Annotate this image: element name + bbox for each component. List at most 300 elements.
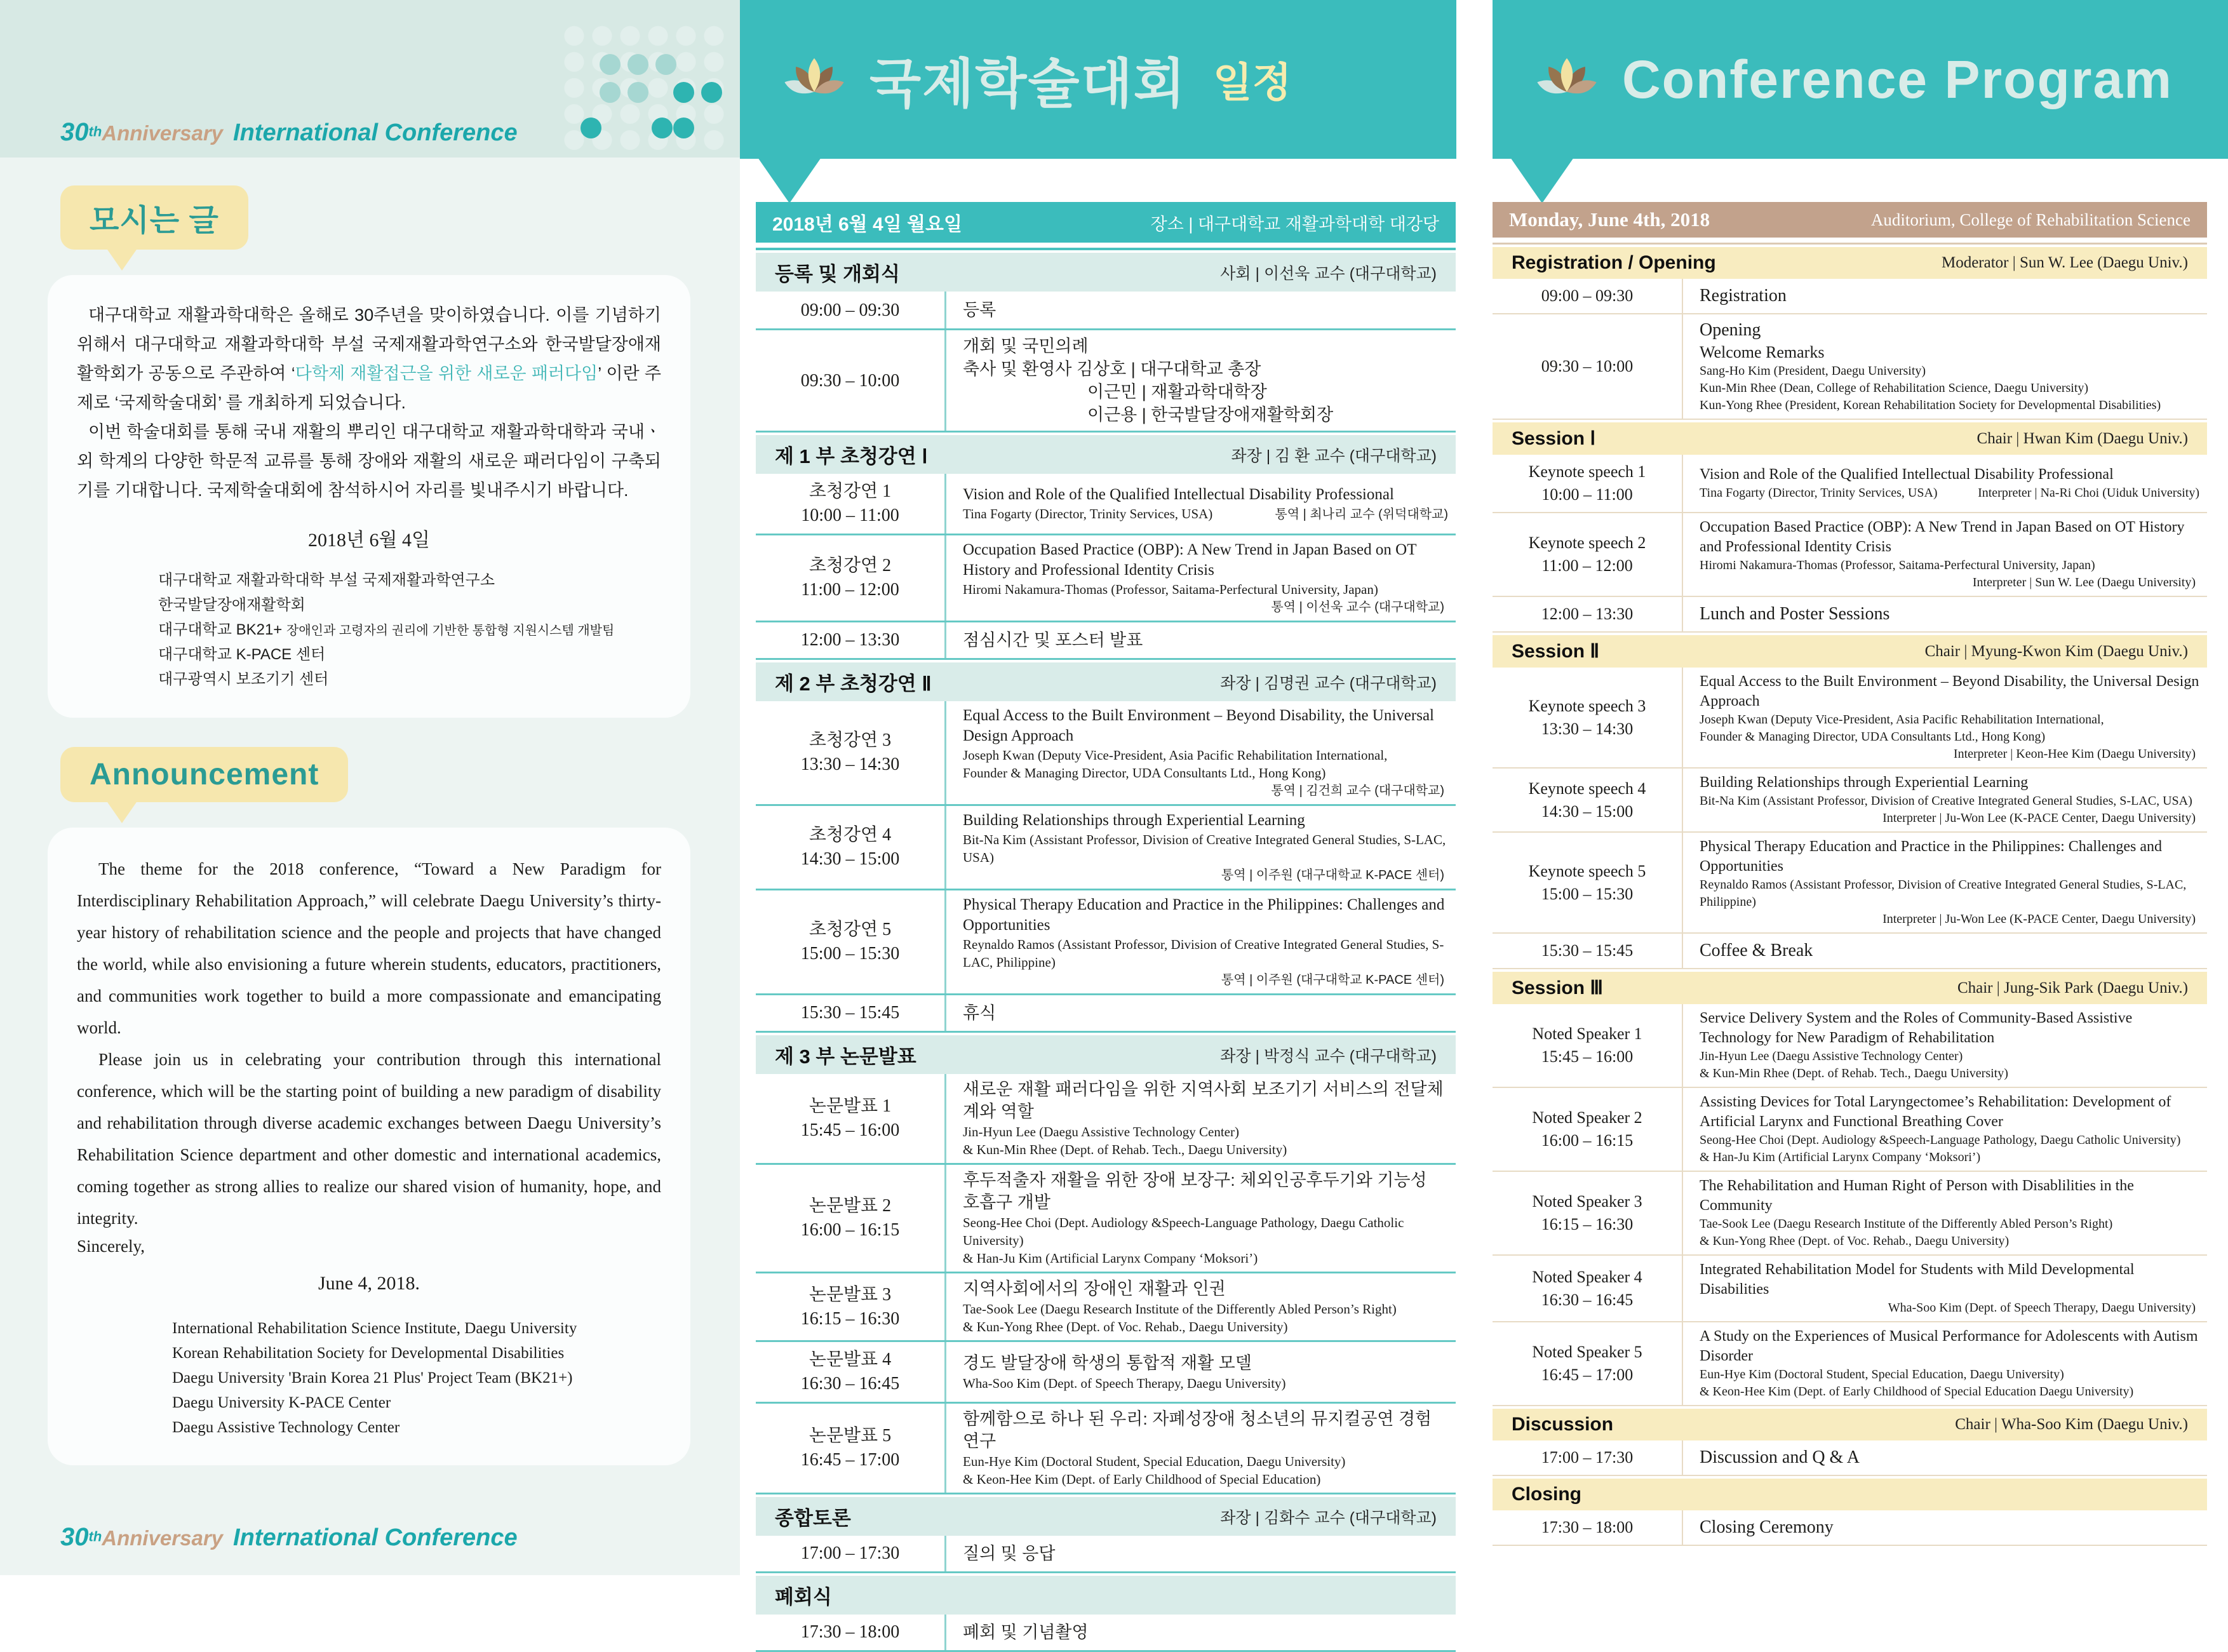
content-cell [946, 292, 1456, 328]
org-main: 대구대학교 BK21+ [158, 621, 283, 638]
speaker2: Founder & Managing Director, UDA Consultants Ltd., Hong Kong) [963, 765, 1326, 781]
row-label: 논문발표 5 [809, 1426, 892, 1446]
content-cell [1683, 1322, 2207, 1405]
brand-line [60, 118, 518, 147]
row-time: 15:30 – 15:45 [1541, 941, 1634, 960]
row-time: 15:30 – 15:45 [800, 1003, 900, 1023]
content-cell [946, 701, 1456, 804]
divider [756, 248, 1456, 250]
row-label: 논문발표 1 [809, 1096, 892, 1116]
talk-title: Physical Therapy Education and Practice in the Philippines: Challenges and Opportunities [1700, 838, 2163, 875]
item-text: 개회 및 국민의례 [963, 337, 1089, 356]
org-main: 대구대학교 재활과학대학 부설 국제재활과학연구소 [158, 572, 495, 589]
announcement-paragraph-1: The theme for the 2018 conference, “Toward a New Paradigm for Interdisciplinary Rehabilitation Approach,” will celebrate Daegu University’s thirty-year history of rehabilitation science and the people and projects that have changed the world, while also envisioning a future wherein students, educators, practitioners, and communities work together to build a more compassionate and emancipating world. [77, 859, 661, 1037]
speaker: Bit-Na Kim (Assistant Professor, Division of Creative Integrated General Studies, S-LAC, USA) [1700, 794, 2192, 808]
content-cell [1683, 279, 2207, 313]
time-cell [756, 1536, 946, 1571]
schedule-date: 2018년 6월 4일 월요일 [772, 214, 962, 235]
time-cell [1493, 1510, 1683, 1545]
item-text: 이근용 | 한국발달장애재활학회장 [1087, 405, 1334, 424]
program-row [1493, 1510, 2207, 1546]
schedule-row [756, 474, 1456, 535]
content-cell [946, 1404, 1456, 1493]
speaker: Hiromi Nakamura-Thomas (Professor, Saitama-Perfectural University, Japan) [1700, 558, 2095, 572]
talk-title: Vision and Role of the Qualified Intellectual Disability Professional [1700, 466, 2114, 483]
row-label: Noted Speaker 1 [1532, 1024, 1642, 1043]
talk-title: Equal Access to the Built Environment – Beyond Disability, the Universal Design Approach [963, 707, 1435, 744]
talk-title: Occupation Based Practice (OBP): A New Trend in Japan Based on OT History and Professional Identity Crisis [1700, 519, 2185, 555]
content-cell [1683, 513, 2207, 596]
section-title: 종합토론 [775, 1507, 851, 1529]
content-cell [946, 474, 1456, 534]
row-time: 10:00 – 11:00 [1541, 485, 1633, 504]
row-label: 초청강연 3 [809, 730, 892, 750]
schedule-row [756, 1615, 1456, 1652]
speaker-line [1700, 485, 2199, 502]
schedule-row [756, 330, 1456, 433]
item-text: 축사 및 환영사 김상호 | 대구대학교 총장 [963, 359, 1261, 379]
brand-number: 30 [60, 118, 89, 146]
program-date-bar [1493, 202, 2207, 238]
speaker2: & Han-Ju Kim (Artificial Larynx Company ‘Moksori’) [1700, 1150, 1981, 1164]
talk-title: Service Delivery System and the Roles of Community-Based Assistive Technology for New Paradigm of Rehabilitation [1700, 1010, 2133, 1046]
time-cell [1493, 1004, 1683, 1087]
talk-title-kr: 후두적출자 재활을 위한 장애 보장구: 체외인공후두기와 기능성 호흡구 개발 [963, 1171, 1427, 1212]
speaker-line [963, 505, 1448, 523]
row-time: 12:00 – 13:30 [800, 630, 900, 650]
content-cell [1683, 1172, 2207, 1254]
content-cell [1683, 668, 2207, 767]
section-title: 제 3 부 논문발표 [775, 1045, 916, 1068]
time-cell [756, 535, 946, 621]
section-header [1493, 1409, 2207, 1440]
section-chair: Chair | Hwan Kim (Daegu Univ.) [1976, 429, 2188, 447]
row-label: Keynote speech 2 [1528, 534, 1646, 552]
schedule-row [756, 995, 1456, 1033]
row-label: 초청강연 2 [809, 556, 892, 575]
announcement-organizations [172, 1316, 661, 1440]
item-subtext: Welcome Remarks [1700, 343, 1825, 361]
schedule-row [756, 890, 1456, 995]
brand-conference: International Conference [233, 119, 518, 146]
row-label: 논문발표 3 [809, 1284, 892, 1305]
time-cell [1493, 833, 1683, 932]
org-main: 대구대학교 K-PACE 센터 [158, 646, 326, 663]
announcement-date: June 4, 2018. [318, 1273, 420, 1294]
speaker2: & Keon-Hee Kim (Dept. of Early Childhood of Special Education) [963, 1472, 1321, 1487]
invitation-text: 대구대학교 재활과학대학은 올해로 30주년을 맞이하였습니다. 이를 기념하기 위해서 대구대학교 재활과학대학 부설 국제재활과학연구소와 한국발달장애재활학회가 공동으로 주관하여 ‘ [77, 306, 661, 383]
time-cell [756, 1165, 946, 1272]
invitation-theme-highlight: 다학제 재활접근을 위한 새로운 패러다임 [295, 364, 598, 383]
speaker2: & Kun-Yong Rhee (Dept. of Voc. Rehab., Daegu University) [1700, 1234, 2010, 1248]
talk-title-kr: 새로운 재활 패러다임을 위한 지역사회 보조기기 서비스의 전달체계와 역할 [963, 1080, 1444, 1121]
speaker: Seong-Hee Choi (Dept. Audiology &Speech-Language Pathology, Daegu Catholic University) [1700, 1133, 2181, 1147]
talk-title: Physical Therapy Education and Practice in the Philippines: Challenges and Opportunities [963, 896, 1445, 934]
item-text: 이근민 | 재활과학대학장 [1087, 382, 1267, 401]
schedule-banner-accent: 일정 [1212, 60, 1292, 105]
invitation-paragraph-2: 이번 학술대회를 통해 국내 재활의 뿌리인 대구대학교 재활과학대학과 국내ㆍ외 학계의 다양한 학문적 교류를 통해 장애와 재활의 새로운 패러다임이 구축되기를 기대합니다. 국제학술대회에 참석하시어 자리를 빛내주시기 바랍니다. [77, 422, 661, 500]
time-cell [1493, 1322, 1683, 1405]
speaker: Sang-Ho Kim (President, Daegu University) [1700, 364, 1926, 378]
program-venue: Auditorium, College of Rehabilitation Science [1870, 210, 2191, 229]
speaker: Jin-Hyun Lee (Daegu Assistive Technology Center) [1700, 1049, 1963, 1063]
row-time: 14:30 – 15:00 [1541, 802, 1634, 821]
speaker: Tina Fogarty (Director, Trinity Services, USA) [1700, 486, 1938, 500]
program-row [1493, 1256, 2207, 1322]
section-title: 등록 및 개회식 [775, 263, 900, 285]
schedule-row [756, 1273, 1456, 1342]
item-text: Discussion and Q & A [1700, 1447, 1860, 1467]
row-time: 09:00 – 09:30 [1541, 286, 1634, 305]
banner-tail [758, 158, 821, 203]
item-text: Coffee & Break [1700, 941, 1813, 960]
interpreter: Interpreter | Ju-Won Lee (K-PACE Center, Daegu University) [1882, 912, 2196, 926]
row-time: 15:45 – 16:00 [800, 1120, 900, 1140]
speaker: Tina Fogarty (Director, Trinity Services, USA) [963, 506, 1213, 521]
item-text: 점심시간 및 포스터 발표 [963, 631, 1143, 650]
english-program-banner [1493, 0, 2228, 159]
org-main: 한국발달장애재활학회 [158, 596, 305, 614]
section-header [756, 435, 1456, 474]
row-time: 15:45 – 16:00 [1541, 1047, 1634, 1066]
program-row [1493, 455, 2207, 513]
schedule-row [756, 1536, 1456, 1573]
speaker: Eun-Hye Kim (Doctoral Student, Special Education, Daegu University) [963, 1454, 1346, 1469]
announcement-paragraph-2: Please join us in celebrating your contribution through this international conference, which will be the starting point of building a new paradigm of disability and rehabilitation through diverse academic exchanges between Daegu University’s Rehabilitation Science department and other domestic and international academics, coming together as strong allies to realize our shared vision of humanity, hope, and integrity. [77, 1050, 661, 1228]
time-cell [756, 1074, 946, 1163]
content-cell [946, 1615, 1456, 1650]
content-cell [1683, 597, 2207, 631]
talk-title-kr: 함께함으로 하나 된 우리: 자폐성장애 청소년의 뮤지컬공연 경험 연구 [963, 1409, 1432, 1451]
org-item: Daegu University K-PACE Center [172, 1394, 391, 1411]
talk-title: Building Relationships through Experiential Learning [963, 812, 1305, 829]
item-text: 등록 [963, 300, 997, 319]
section-title: Session Ⅲ [1512, 977, 1604, 998]
time-cell [756, 806, 946, 889]
program-row [1493, 314, 2207, 420]
row-label: 논문발표 4 [809, 1350, 892, 1369]
content-cell [1683, 1088, 2207, 1171]
program-row [1493, 279, 2207, 314]
talk-title: Equal Access to the Built Environment – Beyond Disability, the Universal Design Approach [1700, 673, 2199, 709]
row-time: 11:00 – 12:00 [1541, 556, 1633, 575]
org-small: 장애인과 고령자의 권리에 기반한 통합형 지원시스템 개발팀 [286, 624, 615, 638]
row-label: 초청강연 5 [809, 920, 892, 939]
content-cell [946, 622, 1456, 658]
section-title: Closing [1512, 1484, 1581, 1505]
content-cell [1683, 934, 2207, 968]
row-time: 09:00 – 09:30 [800, 300, 900, 320]
talk-title: Integrated Rehabilitation Model for Students with Mild Developmental Disabilities [1700, 1261, 2135, 1298]
item-text: Closing Ceremony [1700, 1517, 1834, 1537]
speaker: Seong-Hee Choi (Dept. Audiology &Speech-Language Pathology, Daegu Catholic University) [963, 1215, 1404, 1248]
brand-sup: th [88, 123, 102, 140]
schedule-row [756, 806, 1456, 890]
section-header [756, 1035, 1456, 1074]
row-time: 17:00 – 17:30 [800, 1543, 900, 1563]
talk-title: Assisting Devices for Total Laryngectomee’s Rehabilitation: Development of Artificial Larynx and Functional Breathing Cover [1700, 1094, 2171, 1130]
org-item [158, 643, 661, 668]
section-header [756, 253, 1456, 292]
schedule-row [756, 292, 1456, 330]
row-time: 17:30 – 18:00 [1541, 1518, 1634, 1536]
interpreter: 통역 | 최나리 교수 (위덕대학교) [1275, 507, 1448, 521]
interpreter: 통역 | 이주원 (대구대학교 K-PACE 센터) [1221, 868, 1444, 882]
section-header [756, 1576, 1456, 1615]
time-cell [1493, 934, 1683, 968]
content-cell [946, 1165, 1456, 1272]
invitation-card [48, 275, 690, 718]
content-cell [1683, 455, 2207, 512]
banner-tail [1510, 158, 1574, 203]
content-cell [946, 1273, 1456, 1340]
section-chair: 좌장 | 김명권 교수 (대구대학교) [1220, 674, 1437, 692]
schedule-row [756, 535, 1456, 622]
speaker: Kun-Min Rhee (Dean, College of Rehabilitation Science, Daegu University) [1700, 381, 2089, 395]
section-header [756, 1497, 1456, 1536]
content-cell [946, 1342, 1456, 1402]
row-time: 16:30 – 16:45 [1541, 1290, 1634, 1309]
content-cell [1683, 1510, 2207, 1545]
section-chair: Moderator | Sun W. Lee (Daegu Univ.) [1941, 254, 2188, 271]
program-row [1493, 934, 2207, 969]
program-row [1493, 668, 2207, 769]
time-cell [1493, 769, 1683, 831]
row-label: Keynote speech 5 [1528, 861, 1646, 880]
program-row [1493, 833, 2207, 934]
korean-schedule-table [756, 202, 1456, 1652]
time-cell [756, 1273, 946, 1340]
interpreter: Interpreter | Ju-Won Lee (K-PACE Center, Daegu University) [1882, 811, 2196, 825]
content-cell [946, 1074, 1456, 1163]
announcement-title: Announcement [90, 758, 319, 791]
org-item: Daegu Assistive Technology Center [172, 1419, 400, 1436]
invitation-paragraph-1 [77, 300, 661, 417]
time-cell [756, 1615, 946, 1650]
row-label: Noted Speaker 3 [1532, 1192, 1642, 1211]
row-time: 15:00 – 15:30 [800, 944, 900, 964]
time-cell [756, 1342, 946, 1402]
row-label: Noted Speaker 4 [1532, 1267, 1642, 1286]
interpreter: 통역 | 김건희 교수 (대구대학교) [1271, 784, 1444, 798]
speaker: Hiromi Nakamura-Thomas (Professor, Saitama-Perfectural University, Japan) [963, 582, 1378, 597]
time-cell [756, 1404, 946, 1493]
interpreter: Interpreter | Na-Ri Choi (Uiduk University) [1978, 486, 2199, 500]
org-item: Korean Rehabilitation Society for Developmental Disabilities [172, 1345, 565, 1362]
row-label: 초청강연 4 [809, 825, 892, 845]
interpreter: 통역 | 이주원 (대구대학교 K-PACE 센터) [1221, 973, 1444, 987]
row-time: 16:00 – 16:15 [800, 1220, 900, 1240]
english-program-table [1493, 202, 2207, 1546]
talk-title: The Rehabilitation and Human Right of Person with Disablilities in the Community [1700, 1178, 2134, 1214]
section-chair: Chair | Wha-Soo Kim (Daegu Univ.) [1955, 1416, 2188, 1433]
invitation-text: ’ 이란 주제로 ‘국제학술대회’ 를 개최하게 되었습니다. [77, 364, 662, 412]
time-cell [1493, 1088, 1683, 1171]
schedule-row [756, 1342, 1456, 1404]
time-cell [1493, 314, 1683, 419]
row-time: 10:00 – 11:00 [801, 506, 899, 525]
talk-title-kr: 경도 발달장애 학생의 통합적 재활 모델 [963, 1353, 1252, 1373]
speaker: Wha-Soo Kim (Dept. of Speech Therapy, Daegu University) [963, 1375, 1286, 1391]
org-item [158, 668, 661, 692]
time-cell [756, 330, 946, 431]
row-time: 11:00 – 12:00 [801, 580, 899, 600]
section-chair: Chair | Myung-Kwon Kim (Daegu Univ.) [1924, 642, 2188, 660]
row-time: 16:15 – 16:30 [1541, 1215, 1634, 1233]
content-cell [946, 1536, 1456, 1571]
section-header [756, 662, 1456, 701]
time-cell [1493, 597, 1683, 631]
section-title: 제 1 부 초청강연 Ⅰ [775, 445, 928, 467]
content-cell [1683, 1004, 2207, 1087]
speaker: Reynaldo Ramos (Assistant Professor, Division of Creative Integrated General Studies, S-LAC, Philippine) [1700, 878, 2187, 909]
brand-sup: th [88, 1528, 102, 1545]
time-cell [1493, 1440, 1683, 1475]
speaker: Tae-Sook Lee (Daegu Research Institute of the Differently Abled Person’s Right) [963, 1301, 1397, 1317]
schedule-row [756, 1165, 1456, 1273]
program-row [1493, 1088, 2207, 1172]
time-cell [756, 292, 946, 328]
item-text: Lunch and Poster Sessions [1700, 604, 1890, 624]
row-label: Keynote speech 3 [1528, 696, 1646, 715]
org-item [158, 593, 661, 618]
schedule-row [756, 701, 1456, 806]
invitation-organizations [158, 568, 661, 692]
speaker: Reynaldo Ramos (Assistant Professor, Division of Creative Integrated General Studies, S-LAC, Philippine) [963, 937, 1444, 970]
section-title: Registration / Opening [1512, 252, 1716, 273]
row-time: 16:15 – 16:30 [800, 1308, 900, 1329]
talk-title-kr: 지역사회에서의 장애인 재활과 인권 [963, 1279, 1226, 1298]
time-cell [1493, 668, 1683, 767]
row-time: 16:00 – 16:15 [1541, 1131, 1634, 1150]
speaker: Bit-Na Kim (Assistant Professor, Division of Creative Integrated General Studies, S-LAC, USA) [963, 832, 1446, 865]
section-chair: 좌장 | 김 환 교수 (대구대학교) [1231, 447, 1437, 465]
content-cell [1683, 1256, 2207, 1321]
row-time: 16:30 – 16:45 [800, 1374, 900, 1393]
announcement-card [48, 828, 690, 1465]
time-cell [756, 890, 946, 993]
section-chair: Chair | Jung-Sik Park (Daegu Univ.) [1957, 979, 2188, 997]
row-time: 15:00 – 15:30 [1541, 884, 1634, 903]
schedule-venue: 장소 | 대구대학교 재활과학대학 대강당 [1150, 214, 1439, 234]
row-time: 13:30 – 14:30 [1541, 719, 1634, 738]
announcement-title-bubble [60, 747, 348, 802]
row-time: 12:00 – 13:30 [1541, 605, 1634, 623]
time-cell [1493, 455, 1683, 512]
row-label: Keynote speech 4 [1528, 779, 1646, 798]
speaker2: & Han-Ju Kim (Artificial Larynx Company ‘Moksori’) [963, 1251, 1258, 1266]
talk-title: Occupation Based Practice (OBP): A New Trend in Japan Based on OT History and Professional Identity Crisis [963, 541, 1417, 579]
program-row [1493, 1322, 2207, 1406]
schedule-row [756, 1404, 1456, 1494]
row-label: Noted Speaker 2 [1532, 1108, 1642, 1127]
program-row [1493, 769, 2207, 833]
speaker2: & Kun-Yong Rhee (Dept. of Voc. Rehab., Daegu University) [963, 1319, 1288, 1334]
time-cell [1493, 513, 1683, 596]
row-label: Noted Speaker 5 [1532, 1343, 1642, 1361]
section-header [1493, 972, 2207, 1004]
program-row [1493, 1004, 2207, 1088]
program-date: Monday, June 4th, 2018 [1509, 208, 1710, 231]
content-cell [1683, 833, 2207, 932]
content-cell [1683, 769, 2207, 831]
speaker: Eun-Hye Kim (Doctoral Student, Special Education, Daegu University) [1700, 1367, 2064, 1381]
content-cell [1683, 1440, 2207, 1475]
time-cell [756, 474, 946, 534]
time-cell [756, 701, 946, 804]
divider [1493, 243, 2207, 245]
korean-schedule-banner [740, 0, 1456, 159]
brand-anniversary: Anniversary [102, 121, 224, 145]
interpreter: 통역 | 이선욱 교수 (대구대학교) [1271, 600, 1444, 614]
flower-icon [777, 48, 852, 111]
schedule-date-bar [756, 202, 1456, 243]
section-header [1493, 247, 2207, 279]
content-cell [946, 535, 1456, 621]
program-banner-title: Conference Program [1622, 49, 2173, 109]
speaker: Joseph Kwan (Deputy Vice-President, Asia Pacific Rehabilitation International, [1700, 713, 2104, 727]
speaker2: & Kun-Min Rhee (Dept. of Rehab. Tech., Daegu University) [1700, 1066, 2008, 1080]
speaker: Kun-Yong Rhee (President, Korean Rehabilitation Society for Developmental Disabilities) [1700, 398, 2161, 412]
org-item [158, 568, 661, 593]
section-header [1493, 422, 2207, 455]
speaker2: Founder & Managing Director, UDA Consultants Ltd., Hong Kong) [1700, 730, 2046, 744]
row-time: 09:30 – 10:00 [1541, 357, 1634, 375]
speaker: Wha-Soo Kim (Dept. of Speech Therapy, Daegu University) [1888, 1301, 2196, 1315]
brand-number: 30 [60, 1523, 89, 1551]
flower-icon [1529, 48, 1604, 111]
invitation-title: 모시는 글 [90, 204, 219, 238]
speaker2: & Keon-Hee Kim (Dept. of Early Childhood of Special Education Daegu University) [1700, 1385, 2134, 1399]
time-cell [1493, 1172, 1683, 1254]
talk-title: A Study on the Experiences of Musical Performance for Adolescents with Autism Disorder [1700, 1328, 2198, 1364]
left-column [48, 185, 690, 1465]
program-row [1493, 597, 2207, 633]
section-header [1493, 1479, 2207, 1510]
time-cell [1493, 1256, 1683, 1321]
row-time: 14:30 – 15:00 [800, 849, 900, 869]
speaker2: & Kun-Min Rhee (Dept. of Rehab. Tech., Daegu University) [963, 1142, 1287, 1157]
org-main: 대구광역시 보조기기 센터 [158, 671, 329, 688]
item-text: 폐회 및 기념촬영 [963, 1623, 1089, 1642]
schedule-row [756, 1074, 1456, 1165]
section-title: 제 2 부 초청강연 Ⅱ [775, 673, 932, 695]
content-cell [946, 806, 1456, 889]
section-title: Session Ⅰ [1512, 428, 1596, 449]
content-cell [946, 890, 1456, 993]
row-time: 16:45 – 17:00 [1541, 1366, 1634, 1384]
org-item [158, 618, 661, 643]
section-title: Discussion [1512, 1414, 1614, 1435]
speaker: Joseph Kwan (Deputy Vice-President, Asia Pacific Rehabilitation International, [963, 748, 1388, 763]
speaker: Jin-Hyun Lee (Daegu Assistive Technology Center) [963, 1124, 1239, 1139]
row-label: 논문발표 2 [809, 1196, 892, 1216]
item-text: Registration [1700, 286, 1787, 306]
invitation-title-bubble [60, 185, 248, 250]
time-cell [756, 622, 946, 658]
item-text: Opening [1700, 320, 1761, 340]
program-row [1493, 1172, 2207, 1256]
section-title: 폐회식 [775, 1586, 832, 1608]
talk-title: Building Relationships through Experiential Learning [1700, 774, 2029, 791]
section-chair: 사회 | 이선욱 교수 (대구대학교) [1220, 264, 1437, 283]
item-text: 휴식 [963, 1004, 997, 1023]
item-text: 질의 및 응답 [963, 1544, 1056, 1563]
section-chair: 좌장 | 박정식 교수 (대구대학교) [1220, 1047, 1437, 1065]
section-title: Session Ⅱ [1512, 641, 1600, 662]
row-time: 17:00 – 17:30 [1541, 1448, 1634, 1467]
section-header [1493, 635, 2207, 668]
